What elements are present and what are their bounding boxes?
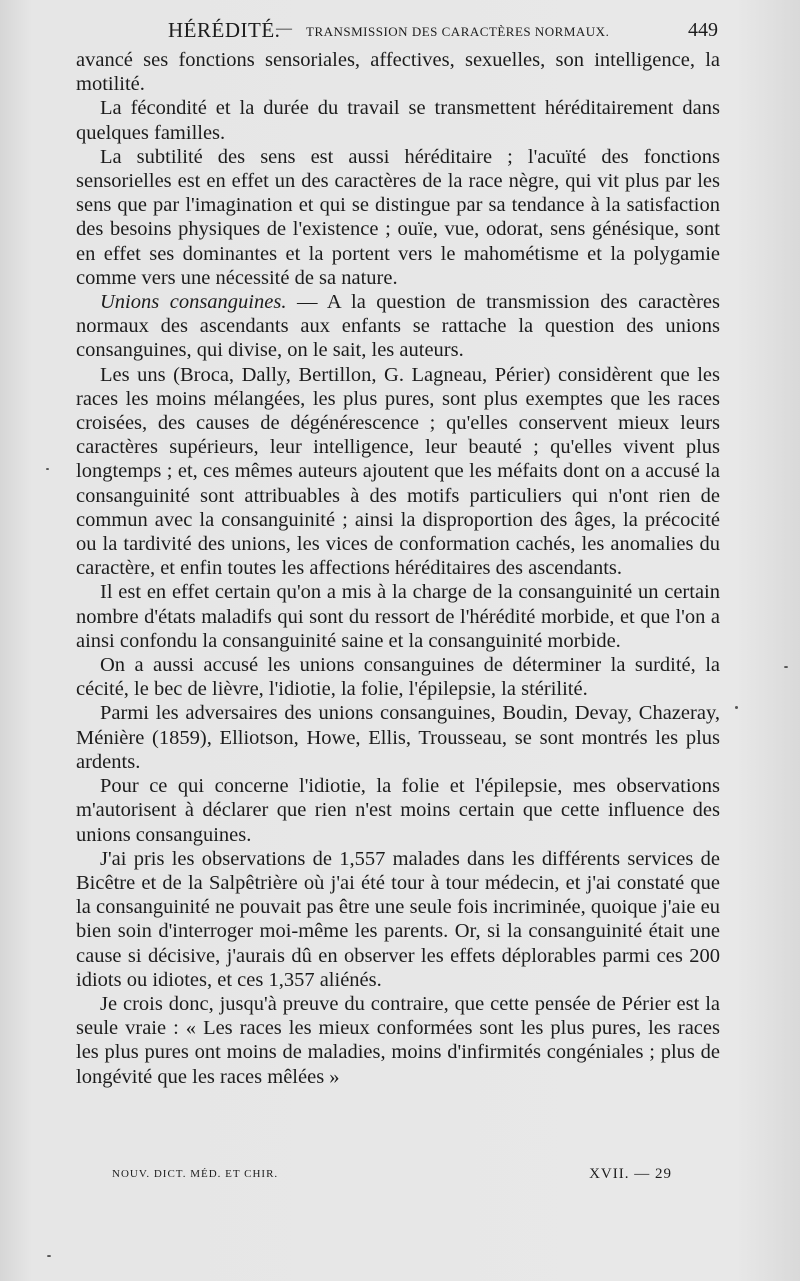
paragraph-certain: Il est en effet certain qu'on a mis à la charge de la consanguinité un certain nombre d'états maladifs qui sont du ressort de l'hérédité morbide, et que l'on a ainsi confondu la consanguinité saine et la consanguinité morbide. — [76, 581, 720, 652]
print-speck — [735, 706, 738, 709]
paragraph-unions-consanguines — [76, 290, 720, 363]
print-speck — [46, 468, 49, 470]
paragraph-accuse: On a aussi accusé les unions consanguines de déterminer la surdité, la cécité, le bec de lièvre, l'idiotie, la folie, l'épilepsie, la stérilité. — [76, 654, 720, 701]
footer-signature: NOUV. DICT. MÉD. ET CHIR. — [112, 1168, 279, 1180]
header-subtitle: TRANSMISSION DES CARACTÈRES NORMAUX. — [306, 24, 610, 39]
paragraph-conclusion: Je crois donc, jusqu'à preuve du contraire, que cette pensée de Périer est la seule vraie : « Les races les mieux conformées sont les plus pures, les races les plus pures ont moins de maladies, moins d'infirmités congéniales ; plus de longévité que les races mêlées » — [76, 992, 720, 1088]
paragraph-continued: avancé ses fonctions sensoriales, affectives, sexuelles, son intelligence, la motilité. — [76, 49, 720, 96]
footer-sheet-mark: XVII. — 29 — [589, 1166, 672, 1182]
page-number: 449 — [688, 19, 718, 41]
section-lead: Unions consanguines. — [100, 291, 287, 314]
paragraph-idiotie: Pour ce qui concerne l'idiotie, la folie et l'épilepsie, mes observations m'autorisent à déclarer que rien n'est moins certain que cette influence des unions consanguines. — [76, 775, 720, 846]
paragraph-adversaires: Parmi les adversaires des unions consanguines, Boudin, Devay, Chazeray, Ménière (1859), Elliotson, Howe, Ellis, Trousseau, se sont montrés les plus ardents. — [76, 702, 720, 773]
paragraph-subtilite: La subtilité des sens est aussi héréditaire ; l'acuïté des fonctions sensorielles est en effet un des caractères de la race nègre, qui vit plus par les sens que par l'imagination et qui se distingue par sa tendance à la satisfaction des besoins physiques de l'existence ; ouïe, vue, odorat, sens génésique, sont en effet ses dominantes et la portent vers le mahométisme et la polygamie comme vers une nécessité de sa nature. — [76, 145, 720, 289]
print-speck — [47, 1255, 51, 1257]
print-speck — [784, 666, 788, 668]
paragraph-les-uns: Les uns (Broca, Dally, Bertillon, G. Lagneau, Périer) considèrent que les races les moins mélangées, les plus pures, sont plus exemptes que les races croisées, des causes de dégénérescence ; qu'elles conservent mieux leurs caractères supérieurs, leur intelligence, leur beauté ; qu'elles vivent plus longtemps ; et, ces mêmes auteurs ajoutent que les méfaits dont on a accusé la consanguinité sont attribuables à des motifs particuliers qui n'ont rien de commun avec la consanguinité ; ainsi la disproportion des âges, la précocité ou la tardivité des unions, les vices de conformation cachés, les anomalies du caractère, et enfin toutes les affections héréditaires des ascendants. — [76, 363, 720, 580]
header-title: HÉRÉDITÉ. — [168, 18, 281, 42]
body-text — [76, 48, 720, 1089]
paragraph-fecondite: La fécondité et la durée du travail se transmettent héréditairement dans quelques familles. — [76, 97, 720, 144]
paragraph-observations: J'ai pris les observations de 1,557 malades dans les différents services de Bicêtre et de la Salpêtrière où j'ai été tour à tour médecin, et j'ai constaté que la consanguinité ne pouvait pas être une seule fois incriminée, quoique j'aie eu bien soin d'interroger moi-même les parents. Or, si la consanguinité était une cause si décisive, j'aurais dû en observer les effets déplorables parmi ces 200 idiots ou idiotes, et ces 1,357 aliénés. — [76, 847, 720, 991]
section-lead-text: — A la question de transmission des caractères normaux des ascendants aux enfants se rattache la question des unions consanguines, qui divise, on le sait, les auteurs. — [76, 291, 720, 362]
running-header — [168, 16, 718, 46]
header-separator: — — [276, 20, 292, 37]
page-footer — [112, 1166, 672, 1190]
